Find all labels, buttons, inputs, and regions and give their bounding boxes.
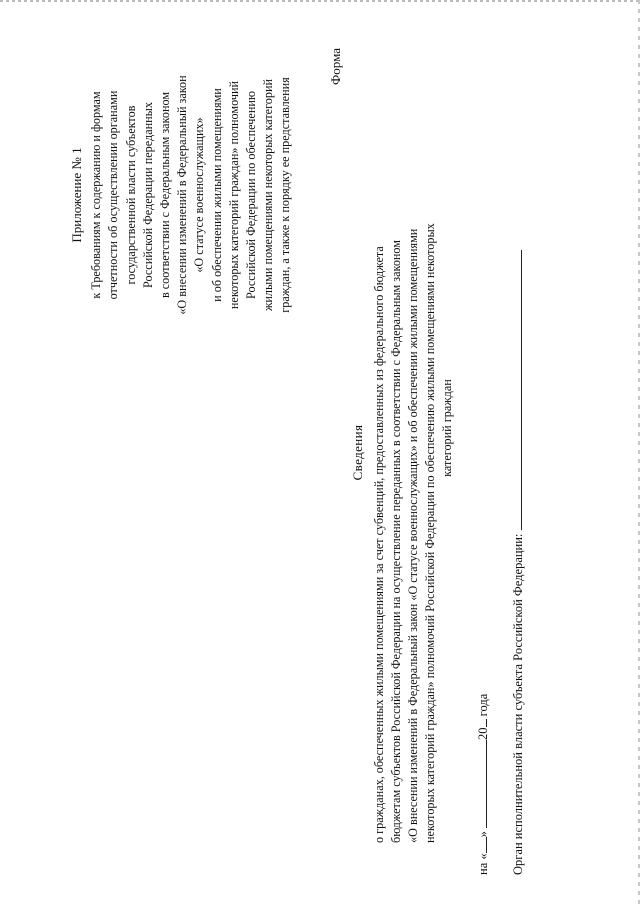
appendix-line: к Требованиям к содержанию и формам: [89, 91, 104, 299]
year-prefix: 20: [476, 727, 490, 740]
date-quote-close: »: [476, 831, 490, 838]
appendix-line: некоторых категорий граждан» полномочий: [226, 80, 241, 310]
year-blank-field[interactable]: [473, 720, 487, 728]
organ-label: Орган исполнительной власти субъекта Российской Федерации:: [511, 533, 525, 875]
info-line: «О внесении изменений в Федеральный закон «О статусе военнослужащих» и об обеспечении жилыми помещениями: [406, 228, 420, 843]
appendix-block: [68, 30, 295, 360]
appendix-title: Приложение № 1: [69, 147, 84, 243]
info-line: некоторых категорий граждан» полномочий Российской Федерации по обеспечению жилыми помещениями некоторых: [423, 223, 437, 843]
day-blank-field[interactable]: [473, 837, 487, 853]
appendix-line: «О статусе военнослужащих»: [192, 117, 207, 273]
appendix-line: и об обеспечении жилыми помещениями: [209, 88, 224, 302]
appendix-line: граждан, а также к порядку ее представления: [278, 77, 293, 313]
appendix-line: в соответствии с Федеральным законом: [158, 91, 173, 299]
year-suffix: года: [476, 693, 490, 717]
appendix-line: жилыми помещениями некоторых категорий: [261, 78, 276, 312]
appendix-line: Российской Федерации по обеспечению: [244, 91, 259, 299]
info-description: [371, 13, 456, 843]
info-title: Сведения: [350, 424, 365, 481]
appendix-line: государственной власти субъектов: [123, 105, 138, 285]
info-line: о гражданах, обеспеченных жилыми помещениями за счет субвенций, предоставленных из федерального бюджета: [372, 246, 386, 843]
month-blank-field[interactable]: [473, 740, 487, 828]
info-last-line: категорий граждан: [440, 379, 454, 477]
appendix-line: Российской Федерации переданных: [140, 102, 155, 288]
info-line: бюджетам субъектов Российской Федерации на осуществление переданных в соответствии с Федеральным законом: [389, 239, 403, 843]
organ-blank-field[interactable]: [508, 250, 522, 530]
form-label: Форма: [328, 48, 343, 85]
date-prefix: на «: [476, 853, 490, 875]
appendix-line: отчетности об осуществлении органами: [106, 90, 121, 300]
appendix-line: «О внесении изменений в Федеральный закон: [175, 75, 190, 315]
report-date-line: [473, 694, 491, 875]
organ-line: [508, 250, 526, 875]
